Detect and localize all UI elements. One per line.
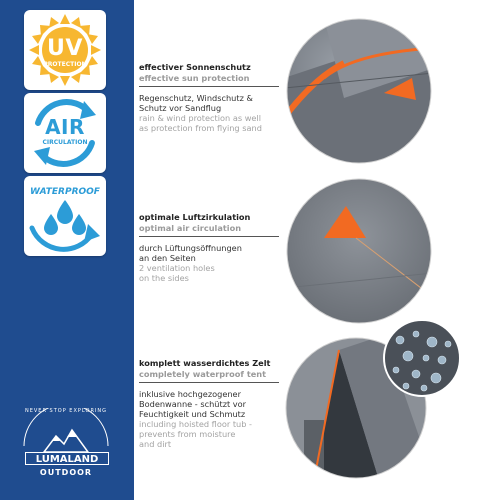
feature-description-de [139, 243, 279, 263]
logo-subtitle: OUTDOOR [39, 468, 93, 477]
sidebar [0, 0, 134, 500]
desc-line: an den Seiten [139, 253, 196, 263]
waterproof-badge [24, 176, 106, 256]
logo-brand: LUMALAND [25, 452, 109, 465]
waterproof-label: WATERPROOF [30, 187, 100, 197]
feature-title-de: effectiver Sonnenschutz [139, 62, 251, 72]
desc-line: inklusive hochgezogener [139, 389, 241, 399]
feature-air-circulation [139, 212, 279, 283]
feature-description-en [139, 113, 279, 133]
uv-protection-badge [24, 10, 106, 90]
feature-description-de [139, 389, 279, 419]
desc-line: including hoisted floor tub - [139, 419, 252, 429]
feature-title-en: completely waterproof tent [139, 369, 279, 383]
desc-line: as protection from flying sand [139, 123, 262, 133]
uv-label: UV [47, 36, 83, 61]
desc-line: Feuchtigkeit und Schmutz [139, 409, 246, 419]
air-label: AIR [45, 115, 85, 139]
desc-line: Bodenwanne - schützt vor [139, 399, 247, 409]
feature-description-en [139, 419, 279, 449]
tent-sun-protection-photo [284, 18, 434, 164]
logo-tagline: NEVER STOP EXPLORING [24, 408, 108, 414]
feature-waterproof [139, 358, 279, 449]
feature-title-de: komplett wasserdichtes Zelt [139, 358, 271, 368]
air-circulation-badge [24, 93, 106, 173]
feature-description-de [139, 93, 279, 113]
desc-line: Regenschutz, Windschutz & [139, 93, 253, 103]
uv-sublabel: PROTECTION [43, 61, 87, 68]
air-sublabel: CIRCULATION [42, 139, 88, 146]
desc-line: Schutz vor Sandflug [139, 103, 222, 113]
desc-line: durch Lüftungsöffnungen [139, 243, 242, 253]
desc-line: 2 ventilation holes [139, 263, 215, 273]
feature-title-en: effective sun protection [139, 73, 279, 87]
desc-line: on the sides [139, 273, 189, 283]
feature-description-en [139, 263, 279, 283]
desc-line: rain & wind protection as well [139, 113, 261, 123]
feature-title-en: optimal air circulation [139, 223, 279, 237]
water-droplets-inset-photo [382, 318, 462, 398]
desc-line: and dirt [139, 439, 172, 449]
desc-line: prevents from moisture [139, 429, 236, 439]
tent-ventilation-photo [284, 178, 434, 324]
feature-sun-protection [139, 62, 279, 133]
feature-title-de: optimale Luftzirkulation [139, 212, 251, 222]
